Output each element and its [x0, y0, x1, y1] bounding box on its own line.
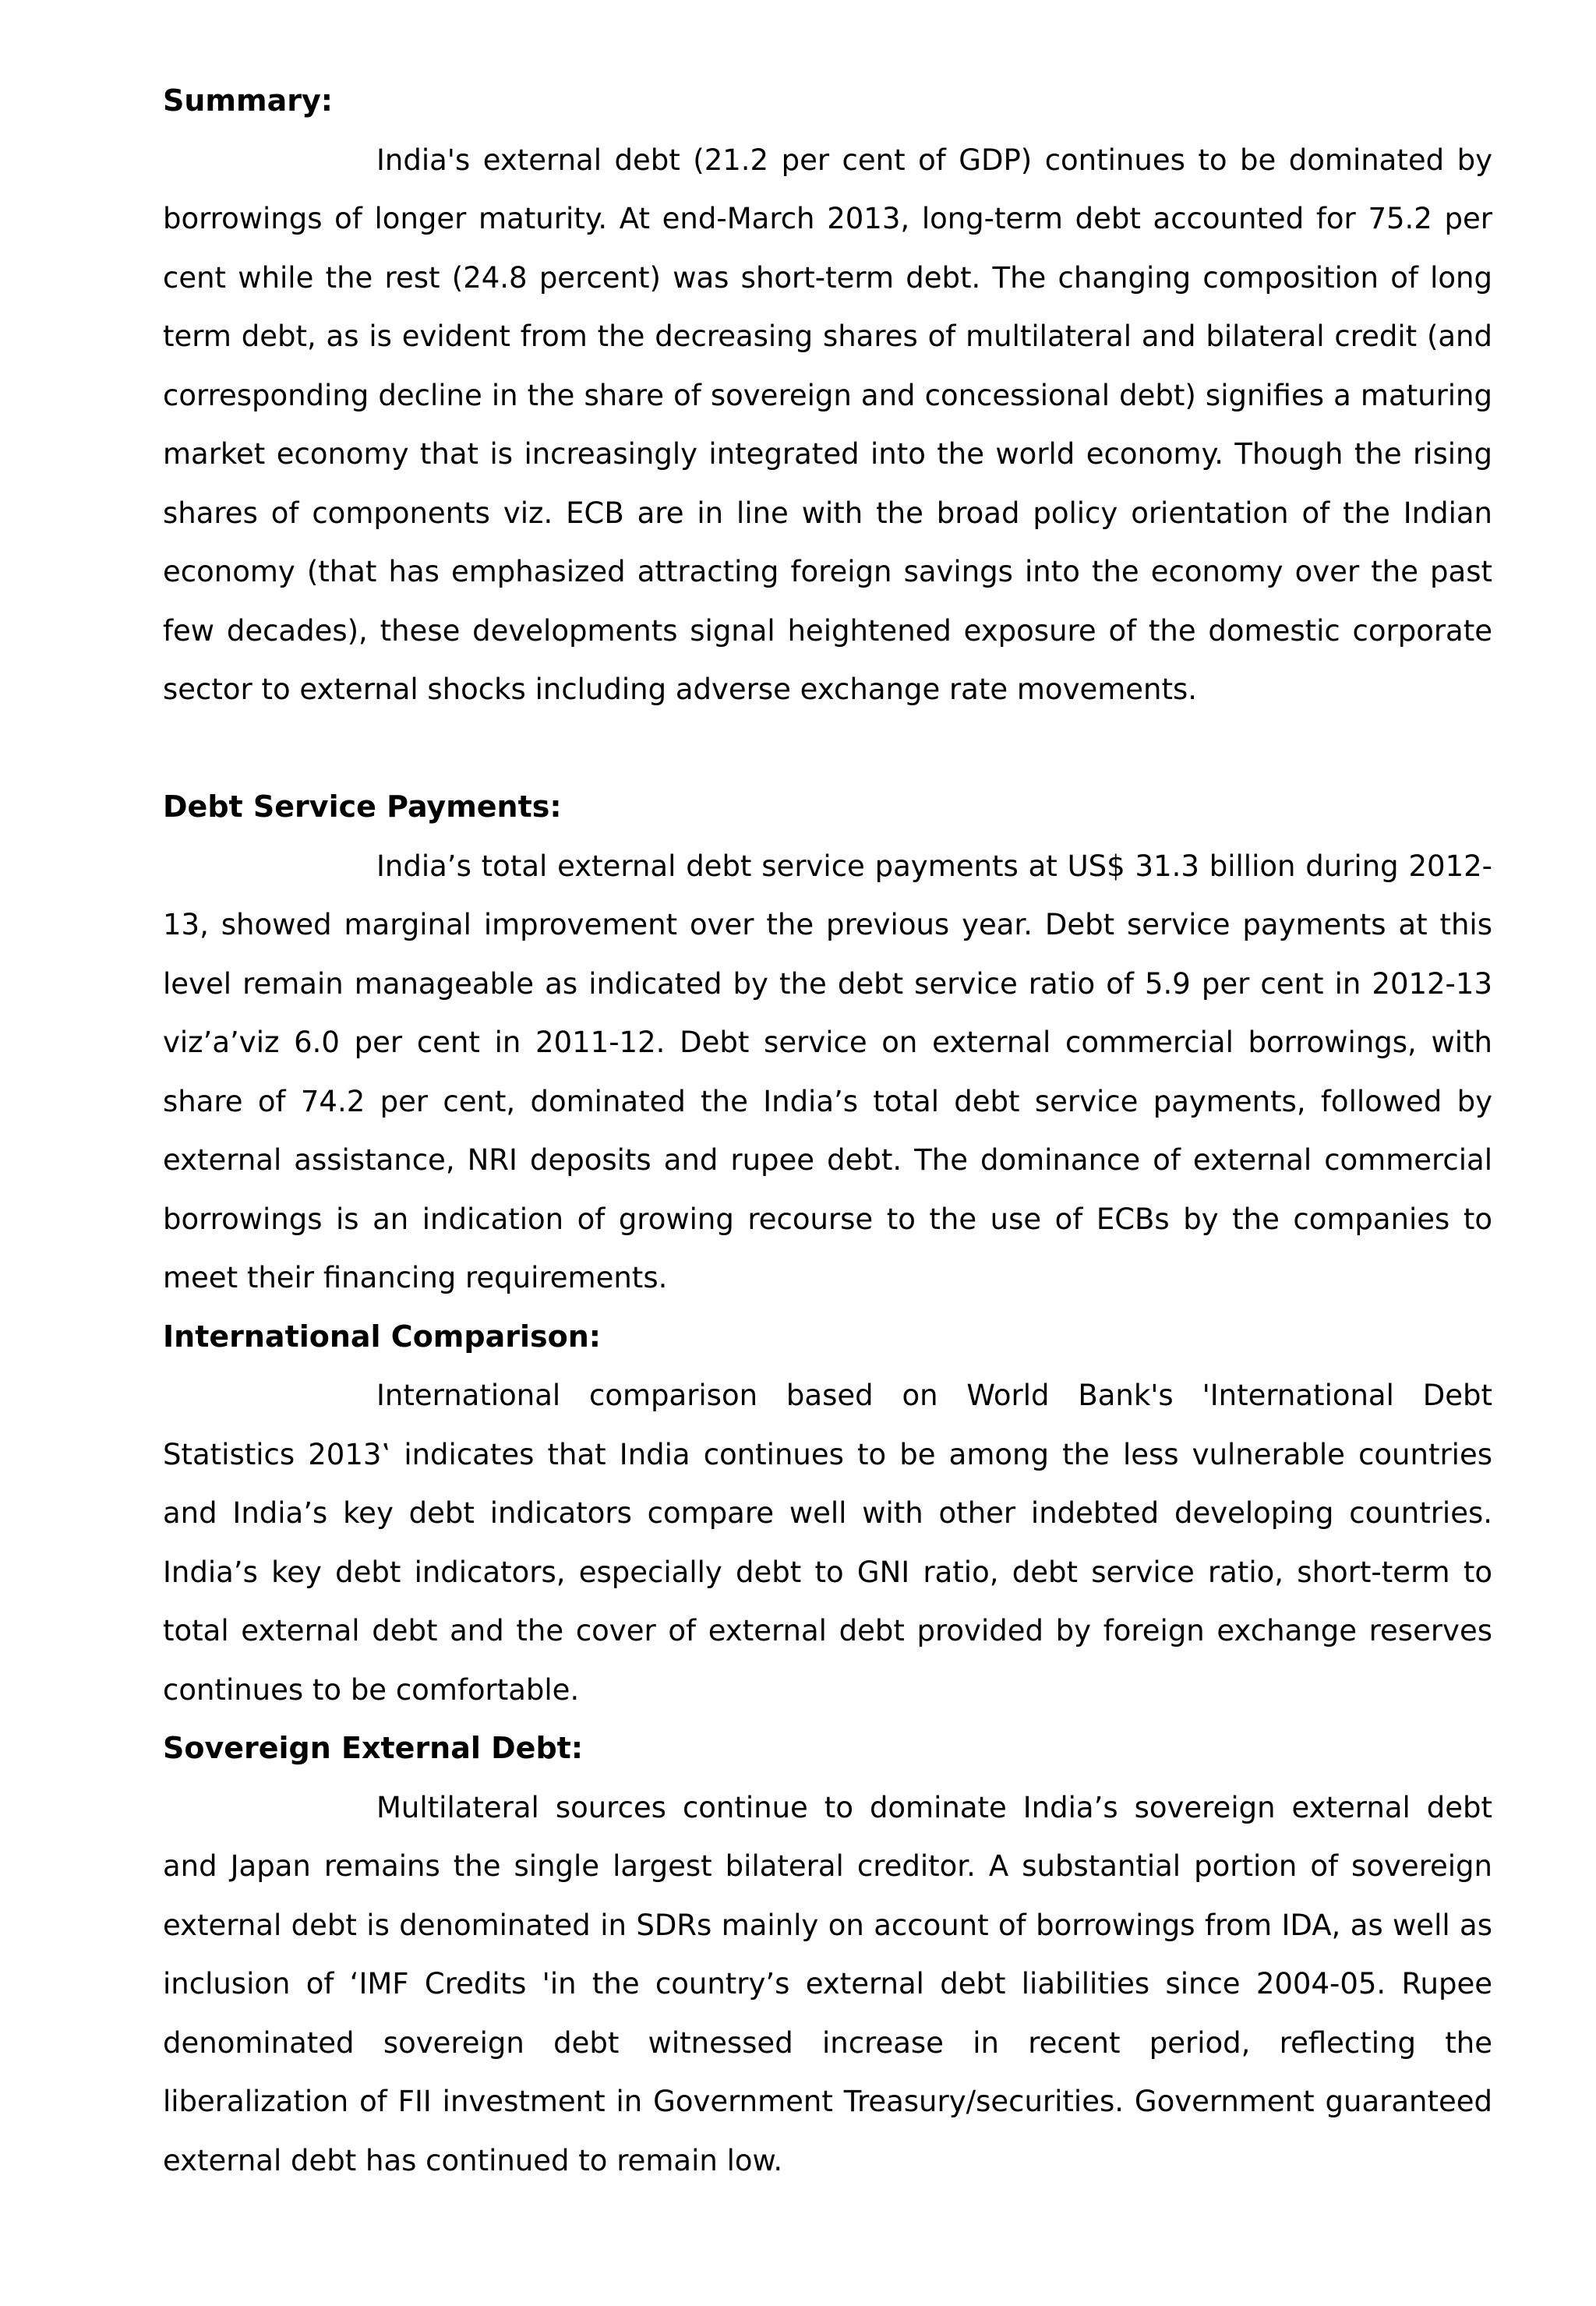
sovereign-external-debt-paragraph: Multilateral sources continue to dominate India’s sovereign external debt and Japan remains the single largest bilateral creditor. A substantial portion of sovereign external debt is denominated in SDRs mainly on account of borrowings from IDA, as well as inclusion of ‘IMF Credits 'in the country’s external debt liabilities since 2004-05. Rupee denominated sovereign debt witnessed increase in recent period, reflecting the liberalization of FII investment in Government Treasury/securities. Government guaranteed external debt has continued to remain low. — [163, 1790, 1492, 2177]
debt-service-payments-section — [163, 778, 1492, 1308]
document-body — [163, 72, 1492, 2190]
international-comparison-section — [163, 1308, 1492, 1720]
summary-paragraph: India's external debt (21.2 per cent of GDP) continues to be dominated by borrowings of longer maturity. At end-March 2013, long-term debt accounted for 75.2 per cent while the rest (24.8 percent) was short-term debt. The changing composition of long term debt, as is evident from the decreasing shares of multilateral and bilateral credit (and corresponding decline in the share of sovereign and concessional debt) signifies a maturing market economy that is increasingly integrated into the world economy. Though the rising shares of components viz. ECB are in line with the broad policy orientation of the Indian economy (that has emphasized attracting foreign savings into the economy over the past few decades), these developments signal heightened exposure of the domestic corporate sector to external shocks including adverse exchange rate movements. — [163, 143, 1492, 706]
sovereign-external-debt-section — [163, 1719, 1492, 2190]
section-spacer — [163, 719, 1492, 779]
international-comparison-paragraph: International comparison based on World Bank's 'International Debt Statistics 2013‛ indicates that India continues to be among the less vulnerable countries and India’s key debt indicators compare well with other indebted developing countries. India’s key debt indicators, especially debt to GNI ratio, debt service ratio, short-term to total external debt and the cover of external debt provided by foreign exchange reserves continues to be comfortable. — [163, 1379, 1492, 1707]
debt-service-payments-paragraph: India’s total external debt service payments at US$ 31.3 billion during 2012-13, showed marginal improvement over the previous year. Debt service payments at this level remain manageable as indicated by the debt service ratio of 5.9 per cent in 2012-13 viz’a’viz 6.0 per cent in 2011-12. Debt service on external commercial borrowings, with share of 74.2 per cent, dominated the India’s total debt service payments, followed by external assistance, NRI deposits and rupee debt. The dominance of external commercial borrowings is an indication of growing recourse to the use of ECBs by the companies to meet their financing requirements. — [163, 849, 1492, 1294]
summary-heading: Summary: — [163, 83, 333, 118]
sovereign-external-debt-heading: Sovereign External Debt: — [163, 1731, 584, 1765]
debt-service-payments-heading: Debt Service Payments: — [163, 789, 562, 824]
summary-section — [163, 72, 1492, 719]
international-comparison-heading: International Comparison: — [163, 1319, 601, 1354]
